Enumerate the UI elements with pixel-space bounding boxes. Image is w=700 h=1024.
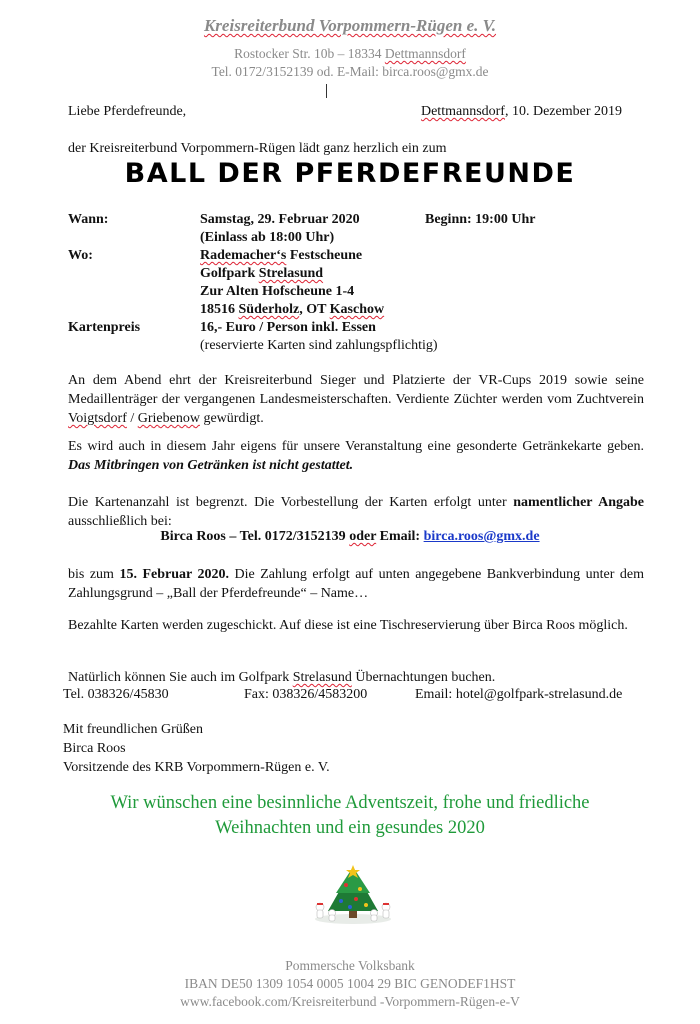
paragraph-drinks: Es wird auch in diesem Jahr eigens für unsere Veranstaltung eine gesonderte Getränkekarte geben. Das Mitbringen von Getränken ist nicht gestattet. (68, 439, 644, 473)
paragraph-hotel: Natürlich können Sie auch im Golfpark Strelasund Übernachtungen buchen. (68, 670, 496, 685)
footer-iban: IBAN DE50 1309 1054 0005 1004 29 BIC GENODEF1HST (184, 976, 516, 991)
booking-contact: Birca Roos – Tel. 0172/3152139 oder Email: birca.roos@gmx.de (160, 529, 540, 544)
letter-date: Dettmannsdorf, 10. Dezember 2019 (420, 104, 622, 119)
closing-name: Birca Roos (63, 741, 126, 756)
when-label: Wann: (68, 212, 109, 227)
event-title: BALL DER PFERDEFREUNDE (124, 158, 576, 189)
when-value: Samstag, 29. Februar 2020 (200, 212, 360, 227)
paragraph-deadline: bis zum 15. Februar 2020. Die Zahlung erfolgt auf unten angegebene Bankverbindung unter dem Zahlungsgrund – „Ball der Pferdefreunde“ – Name… (68, 567, 644, 601)
venue-street: Zur Alten Hofscheune 1-4 (200, 284, 355, 299)
intro-text: der Kreisreiterbund Vorpommern-Rügen lädt ganz herzlich ein zum (68, 141, 447, 156)
venue-name: Rademacher‘s Festscheune (200, 248, 363, 263)
organization-name: Kreisreiterbund Vorpommern-Rügen e. V. (203, 16, 497, 35)
start-time: Beginn: 19:00 Uhr (425, 212, 536, 227)
hotel-fax: Fax: 038326/4583200 (244, 687, 368, 702)
hotel-phone: Tel. 038326/45830 (63, 687, 169, 702)
closing-role: Vorsitzende des KRB Vorpommern-Rügen e. V. (63, 760, 330, 775)
entry-time: (Einlass ab 18:00 Uhr) (200, 230, 335, 245)
paragraph-honors: An dem Abend ehrt der Kreisreiterbund Sieger und Platzierte der VR-Cups 2019 sowie seine Medaillenträger der vergangenen Landesmeisterschaften. Verdiente Züchter werden vom Zuchtverein Voigtsdorf / Griebenow gewürdigt. (68, 373, 644, 426)
venue-city: 18516 Süderholz, OT Kaschow (200, 302, 385, 317)
where-label: Wo: (68, 248, 93, 263)
text-cursor (326, 84, 327, 98)
salutation: Liebe Pferdefreunde, (68, 104, 187, 119)
contact-line: Tel. 0172/3152139 od. E-Mail: birca.roos@gmx.de (211, 64, 489, 79)
christmas-tree-icon (308, 863, 398, 925)
footer-bank: Pommersche Volksbank (285, 958, 415, 973)
paragraph-tickets: Die Kartenanzahl ist begrenzt. Die Vorbestellung der Karten erfolgt unter namentlicher Angabe ausschließlich bei: (68, 495, 644, 529)
venue-line-2: Golfpark Strelasund (200, 266, 324, 281)
price-note: (reservierte Karten sind zahlungspflichtig) (200, 338, 438, 353)
footer-web: www.facebook.com/Kreisreiterbund -Vorpommern-Rügen-e-V (180, 994, 520, 1009)
hotel-email: Email: hotel@golfpark-strelasund.de (415, 687, 623, 702)
paragraph-delivery: Bezahlte Karten werden zugeschickt. Auf diese ist eine Tischreservierung über Birca Roos möglich. (68, 618, 628, 633)
closing-greeting: Mit freundlichen Grüßen (63, 722, 203, 737)
wishes-line-1: Wir wünschen eine besinnliche Adventszeit, frohe und friedliche (110, 793, 590, 813)
price-value: 16,- Euro / Person inkl. Essen (200, 320, 376, 335)
wishes-line-2: Weihnachten und ein gesundes 2020 (215, 818, 485, 838)
price-label: Kartenpreis (68, 320, 141, 335)
address-line: Rostocker Str. 10b – 18334 Dettmannsdorf (234, 46, 466, 61)
booking-email-link[interactable]: birca.roos@gmx.de (423, 529, 540, 544)
